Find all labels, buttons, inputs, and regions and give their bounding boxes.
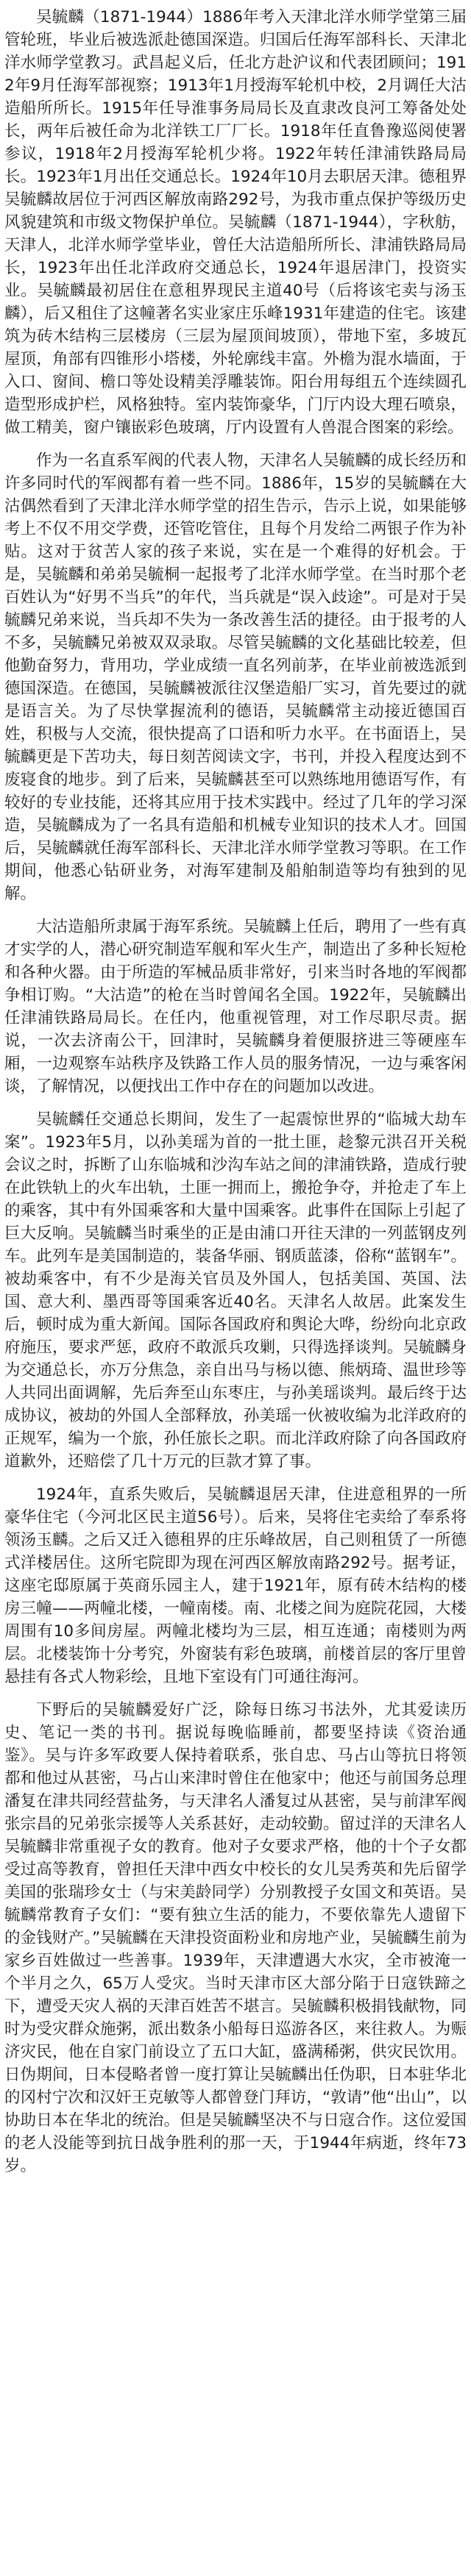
paragraph-bio-residence: 吴毓麟（1871-1944）1886年考入天津北洋水师学堂第三届管轮班，毕业后被选派赴德国深造。归国后任海军部科长、天津北洋水师学堂教习。武昌起义后，任北方赴沪议和代表团顾问；1912年9月任海军部视察；1913年1月授海军轮机中校，2月调任大沽造船所所长。1915年任导淮事务局局长及直隶改良河工筹备处处长，两年后被任命为北洋铁工厂厂长。1918年任直鲁豫巡阅使署参议，1918年2月授海军轮机少将。1922年转任津浦铁路局局长。1923年1月出任交通总长。1924年10月去职居天津。德租界吴毓麟故居位于河西区解放南路292号，为我市重点保护等级历史风貌建筑和市级文物保护单位。吴毓麟（1871-1944），字秋舫，天津人，北洋水师学堂毕业，曾任大沽造船所所长、津浦铁路局局长，1923年出任北洋政府交通总长，1924年退居津门，投资实业。吴毓麟最初居住在意租界现民主道40号（后将该宅卖与汤玉麟），后又租住了这幢著名实业家庄乐峰1931年建造的住宅。该建筑为砖木结构三层楼房（三层为屋顶间坡顶），带地下室，多坡瓦屋顶，角部有四锥形小塔楼，外轮廓线丰富。外檐为混水墙面，于入口、窗间、檐口等处设精美浮雕装饰。阳台用每组五个连续圆孔造型形成护栏，风格独特。室内装饰豪华，门厅内设大理石喷泉，做工精美，窗户镶嵌彩色玻璃，厅内设置有人兽混合图案的彩绘。 xyxy=(4,8,467,437)
paragraph-tianjin-residence: 1924年，直系失败后，吴毓麟退居天津，住进意租界的一所豪华住宅（今河北区民主道56号）。后来，吴将住宅卖给了奉系将领汤玉麟。之后又迁入德租界的庄乐峰故居，自己则租赁了一所德式洋楼居住。这所宅院即为现在河西区解放南路292号。据考证，这座宅邸原属于英商乐园主人，建于1921年，原有砖木结构的楼房三幢——两幢北楼，一幢南楼。南、北楼之间为庭院花园，大楼周围有10多间房屋。两幢北楼均为三层，相互连通；南楼则为两层。北楼装饰十分考究，外窗装有彩色玻璃，前楼首层的客厅里曾悬挂有各式人物彩绘，且地下室设有门可通往海河。 xyxy=(4,1485,467,1686)
paragraph-lincheng-incident: 吴毓麟任交通总长期间，发生了一起震惊世界的“临城大劫车案”。1923年5月，以孙美瑶为首的一批土匪，趁黎元洪召开关税会议之时，拆断了山东临城和沙沟车站之间的津浦铁路，造成行驶在此铁轨上的火车出轨，土匪一拥而上，搬抢争夺，并抢走了车上的乘客，其中有外国乘客和大量中国乘客。此事件在国际上引起了巨大反响。吴毓麟当时乘坐的正是由浦口开往天津的一列蓝钢皮列车。此列车是美国制造的，装备华丽、钢质蓝漆，俗称“蓝钢车”。被劫乘客中，有不少是海关官员及外国人，包括美国、英国、法国、意大利、墨西哥等国乘客近40名。天津名人故居。此案发生后，顿时成为重大新闻。国际各国政府和舆论大哗，纷纷向北京政府施压，要求严惩，政府不敢派兵攻剿，只得选择谈判。吴毓麟身为交通总长，亦万分焦急，亲自出马与杨以德、熊炳琦、温世珍等人共同出面调解，先后奔至山东枣庄，与孙美瑶谈判。最后终于达成协议，被劫的外国人全部释放，孙美瑶一伙被收编为北洋政府的正规军，编为一个旅，孙任旅长之职。而北洋政府除了向各国政府道歉外，还赔偿了几十万元的巨款才算了事。 xyxy=(4,1110,467,1471)
paragraph-education: 作为一名直系军阀的代表人物，天津名人吴毓麟的成长经历和许多同时代的军阀都有着一些不同。1886年，15岁的吴毓麟在大沽偶然看到了天津北洋水师学堂的招生告示，告示上说，如果能够考上不仅不用交学费，还管吃管住，且每个月发给二两银子作为补贴。这对于贫苦人家的孩子来说，实在是一个难得的好机会。于是，吴毓麟和弟弟吴毓桐一起报考了北洋水师学堂。在当时那个老百姓认为“好男不当兵”的年代，当兵就是“误入歧途”。可是对于吴毓麟兄弟来说，当兵却不失为一条改善生活的捷径。由于报考的人不多，吴毓麟兄弟被双双录取。尽管吴毓麟的文化基础比较差，但他勤奋努力，背用功，学业成绩一直名列前茅，在毕业前被选派到德国深造。在德国，吴毓麟被派往汉堡造船厂实习，首先要过的就是语言关。为了尽快掌握流利的德语，吴毓麟常主动接近德国百姓，积极与人交流，很快提高了口语和听力水平。在书面语上，吴毓麟更是下苦功夫，每日刻苦阅读文字，书刊，并投入程度达到不废寝食的地步。到了后来，吴毓麟甚至可以熟练地用德语写作，有较好的专业技能，还将其应用于技术实践中。经过了几年的学习深造，吴毓麟成为了一名具有造船和机械专业知识的技术人才。回国后，吴毓麟就任海军部科长、天津北洋水师学堂教习等职。在工作期间，他悉心钻研业务，对海军建制及船舶制造等均有独到的见解。 xyxy=(4,452,467,903)
paragraph-later-life: 下野后的吴毓麟爱好广泛，除每日练习书法外，尤其爱读历史、笔记一类的书刊。据说每晚临睡前，都要坚持读《资治通鉴》。吴与许多军政要人保持着联系，张自忠、马占山等抗日将领都和他过从甚密，马占山来津时曾住在他家中；他还与前国务总理潘复在津共同经营盐务，与天津名人潘复过从甚密，吴与前津军阀张宗昌的兄弟张宗援等人关系甚好，走动较勤。留过洋的天津名人吴毓麟非常重视子女的教育。他对子女要求严格，他的十个子女都受过高等教育，曾担任天津中西女中校长的女儿吴秀英和先后留学美国的张瑞珍女士（与宋美龄同学）分别教授子女国文和英语。吴毓麟常教育子女们：“要有独立生活的能力，不要依靠先人遗留下的金钱财产。”吴毓麟在天津投资面粉业和房地产业，吴毓麟生前为家乡百姓做过一些善事。1939年，天津遭遇大水灾，全市被淹一个半月之久，65万人受灾。当时天津市区大部分陷于日寇铁蹄之下，遭受天灾人祸的天津百姓苦不堪言。吴毓麟积极捐钱献物，同时为受灾群众施粥，派出数条小船每日巡游各区，来往救人。为赈济灾民，他在自家门前设立了五口大缸，盛满稀粥，供灾民饮用。日伪期间，日本侵略者曾一度打算让吴毓麟出任伪职，日本驻华北的冈村宁次和汉奸王克敏等人都曾登门拜访，“敦请”他“出山”，以协助日本在华北的统治。但是吴毓麟坚决不与日寇合作。这位爱国的老人没能等到抗日战争胜利的那一天，于1944年病逝，终年73岁。 xyxy=(4,1701,467,2175)
paragraph-dagu-shipyard: 大沽造船所隶属于海军系统。吴毓麟上任后，聘用了一些有真才实学的人，潜心研究制造军舰和军火生产，制造出了多种长短枪和各种火器。由于所造的军械品质非常好，引来当时各地的军阀都争相订购。“大沽造”的枪在当时曾闻名全国。1922年，吴毓麟出任津浦铁路局局长。在任内，他重视管理，对工作尽职尽责。据说，一次去济南公干，回津时，吴毓麟身着便服挤进三等硬座车厢，一边观察车站秩序及铁路工作人员的服务情况，一边与乘客闲谈，了解情况，以便找出工作中存在的问题加以改进。 xyxy=(4,918,467,1096)
